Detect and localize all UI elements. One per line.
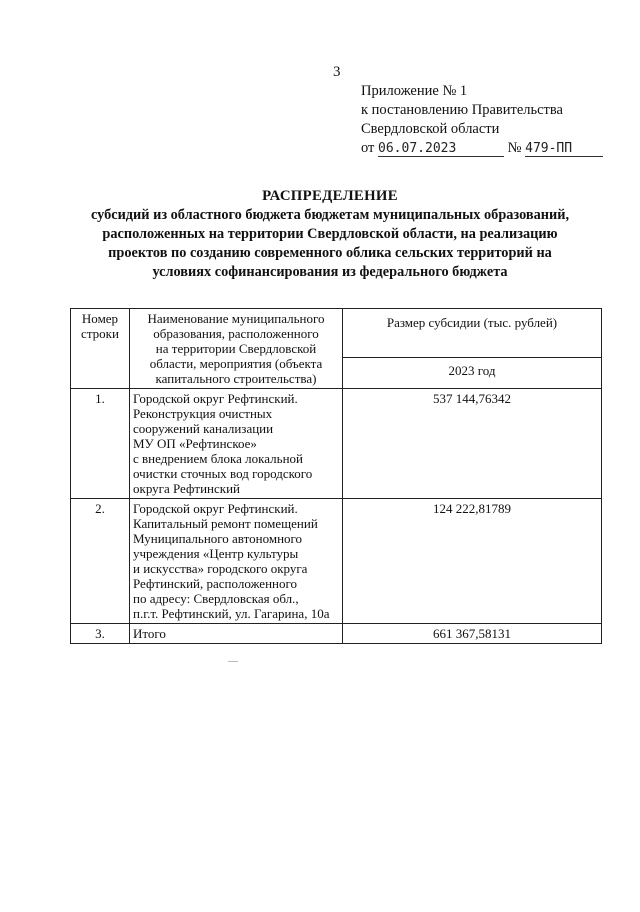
title-line-3: проектов по созданию современного облика сельских территорий на	[108, 245, 552, 261]
name-line: учреждения «Центр культуры	[133, 546, 299, 561]
name-line: п.г.т. Рефтинский, ул. Гагарина, 10а	[133, 606, 330, 621]
header-year: 2023 год	[343, 358, 602, 389]
name-line: по адресу: Свердловская обл.,	[133, 591, 299, 606]
name-line: Городской округ Рефтинский.	[133, 501, 298, 516]
header-line: на территории Свердловской	[155, 341, 317, 356]
name-line: и искусства» городского округа	[133, 561, 308, 576]
name-line: сооружений канализации	[133, 421, 274, 436]
from-label: от	[361, 140, 375, 156]
title-line-1: субсидий из областного бюджета бюджетам муниципальных образований,	[90, 207, 570, 223]
header-row-number	[71, 309, 130, 389]
row-name	[130, 389, 343, 499]
title-line-2: расположенных на территории Свердловской области, на реализацию	[102, 226, 558, 242]
page-number: 3	[333, 64, 341, 80]
row-number: 1.	[71, 389, 130, 499]
row-number: 3.	[71, 624, 130, 644]
row-number: 2.	[71, 499, 130, 624]
name-line: Рефтинский, расположенного	[133, 576, 297, 591]
decree-number: 479-ПП	[525, 142, 603, 157]
name-line: Капитальный ремонт помещений	[133, 516, 318, 531]
row-amount: 537 144,76342	[343, 389, 602, 499]
appendix-line-3: Свердловской области	[361, 121, 500, 137]
row-amount: 661 367,58131	[343, 624, 602, 644]
table-row	[71, 499, 602, 624]
number-label: №	[507, 140, 522, 156]
name-line: с внедрением блока локальной	[133, 451, 303, 466]
table-row-total	[71, 624, 602, 644]
title-main: РАСПРЕДЕЛЕНИЕ	[262, 188, 398, 204]
name-line: Городской округ Рефтинский.	[133, 391, 298, 406]
subsidy-table	[70, 308, 602, 644]
name-line: Муниципального автономного	[133, 531, 303, 546]
table-row	[71, 389, 602, 499]
header-line: области, мероприятия (объекта	[149, 356, 323, 371]
appendix-line-2: к постановлению Правительства	[361, 102, 563, 118]
header-line: образования, расположенного	[153, 326, 319, 341]
header-line: капитального строительства)	[155, 371, 317, 386]
header-line: строки	[81, 326, 119, 341]
header-line: Наименование муниципального	[147, 311, 325, 326]
name-line: очистки сточных вод городского	[133, 466, 313, 481]
footer-dash	[228, 661, 238, 662]
appendix-line-1: Приложение № 1	[361, 83, 468, 99]
name-line: Реконструкция очистных	[133, 406, 273, 421]
name-line: округа Рефтинский	[133, 481, 241, 496]
title-line-4: условиях софинансирования из федерального бюджета	[152, 264, 508, 280]
decree-date: 06.07.2023	[378, 142, 504, 157]
name-line: Итого	[133, 626, 166, 641]
appendix-date-line	[361, 139, 603, 158]
name-line: МУ ОП «Рефтинское»	[133, 436, 257, 451]
header-line: Номер	[81, 311, 119, 326]
table-header-row	[71, 309, 602, 358]
row-amount: 124 222,81789	[343, 499, 602, 624]
appendix-header	[361, 82, 603, 158]
document-title	[60, 187, 600, 282]
header-name	[130, 309, 343, 389]
header-amount: Размер субсидии (тыс. рублей)	[343, 309, 602, 358]
row-name	[130, 499, 343, 624]
row-name	[130, 624, 343, 644]
